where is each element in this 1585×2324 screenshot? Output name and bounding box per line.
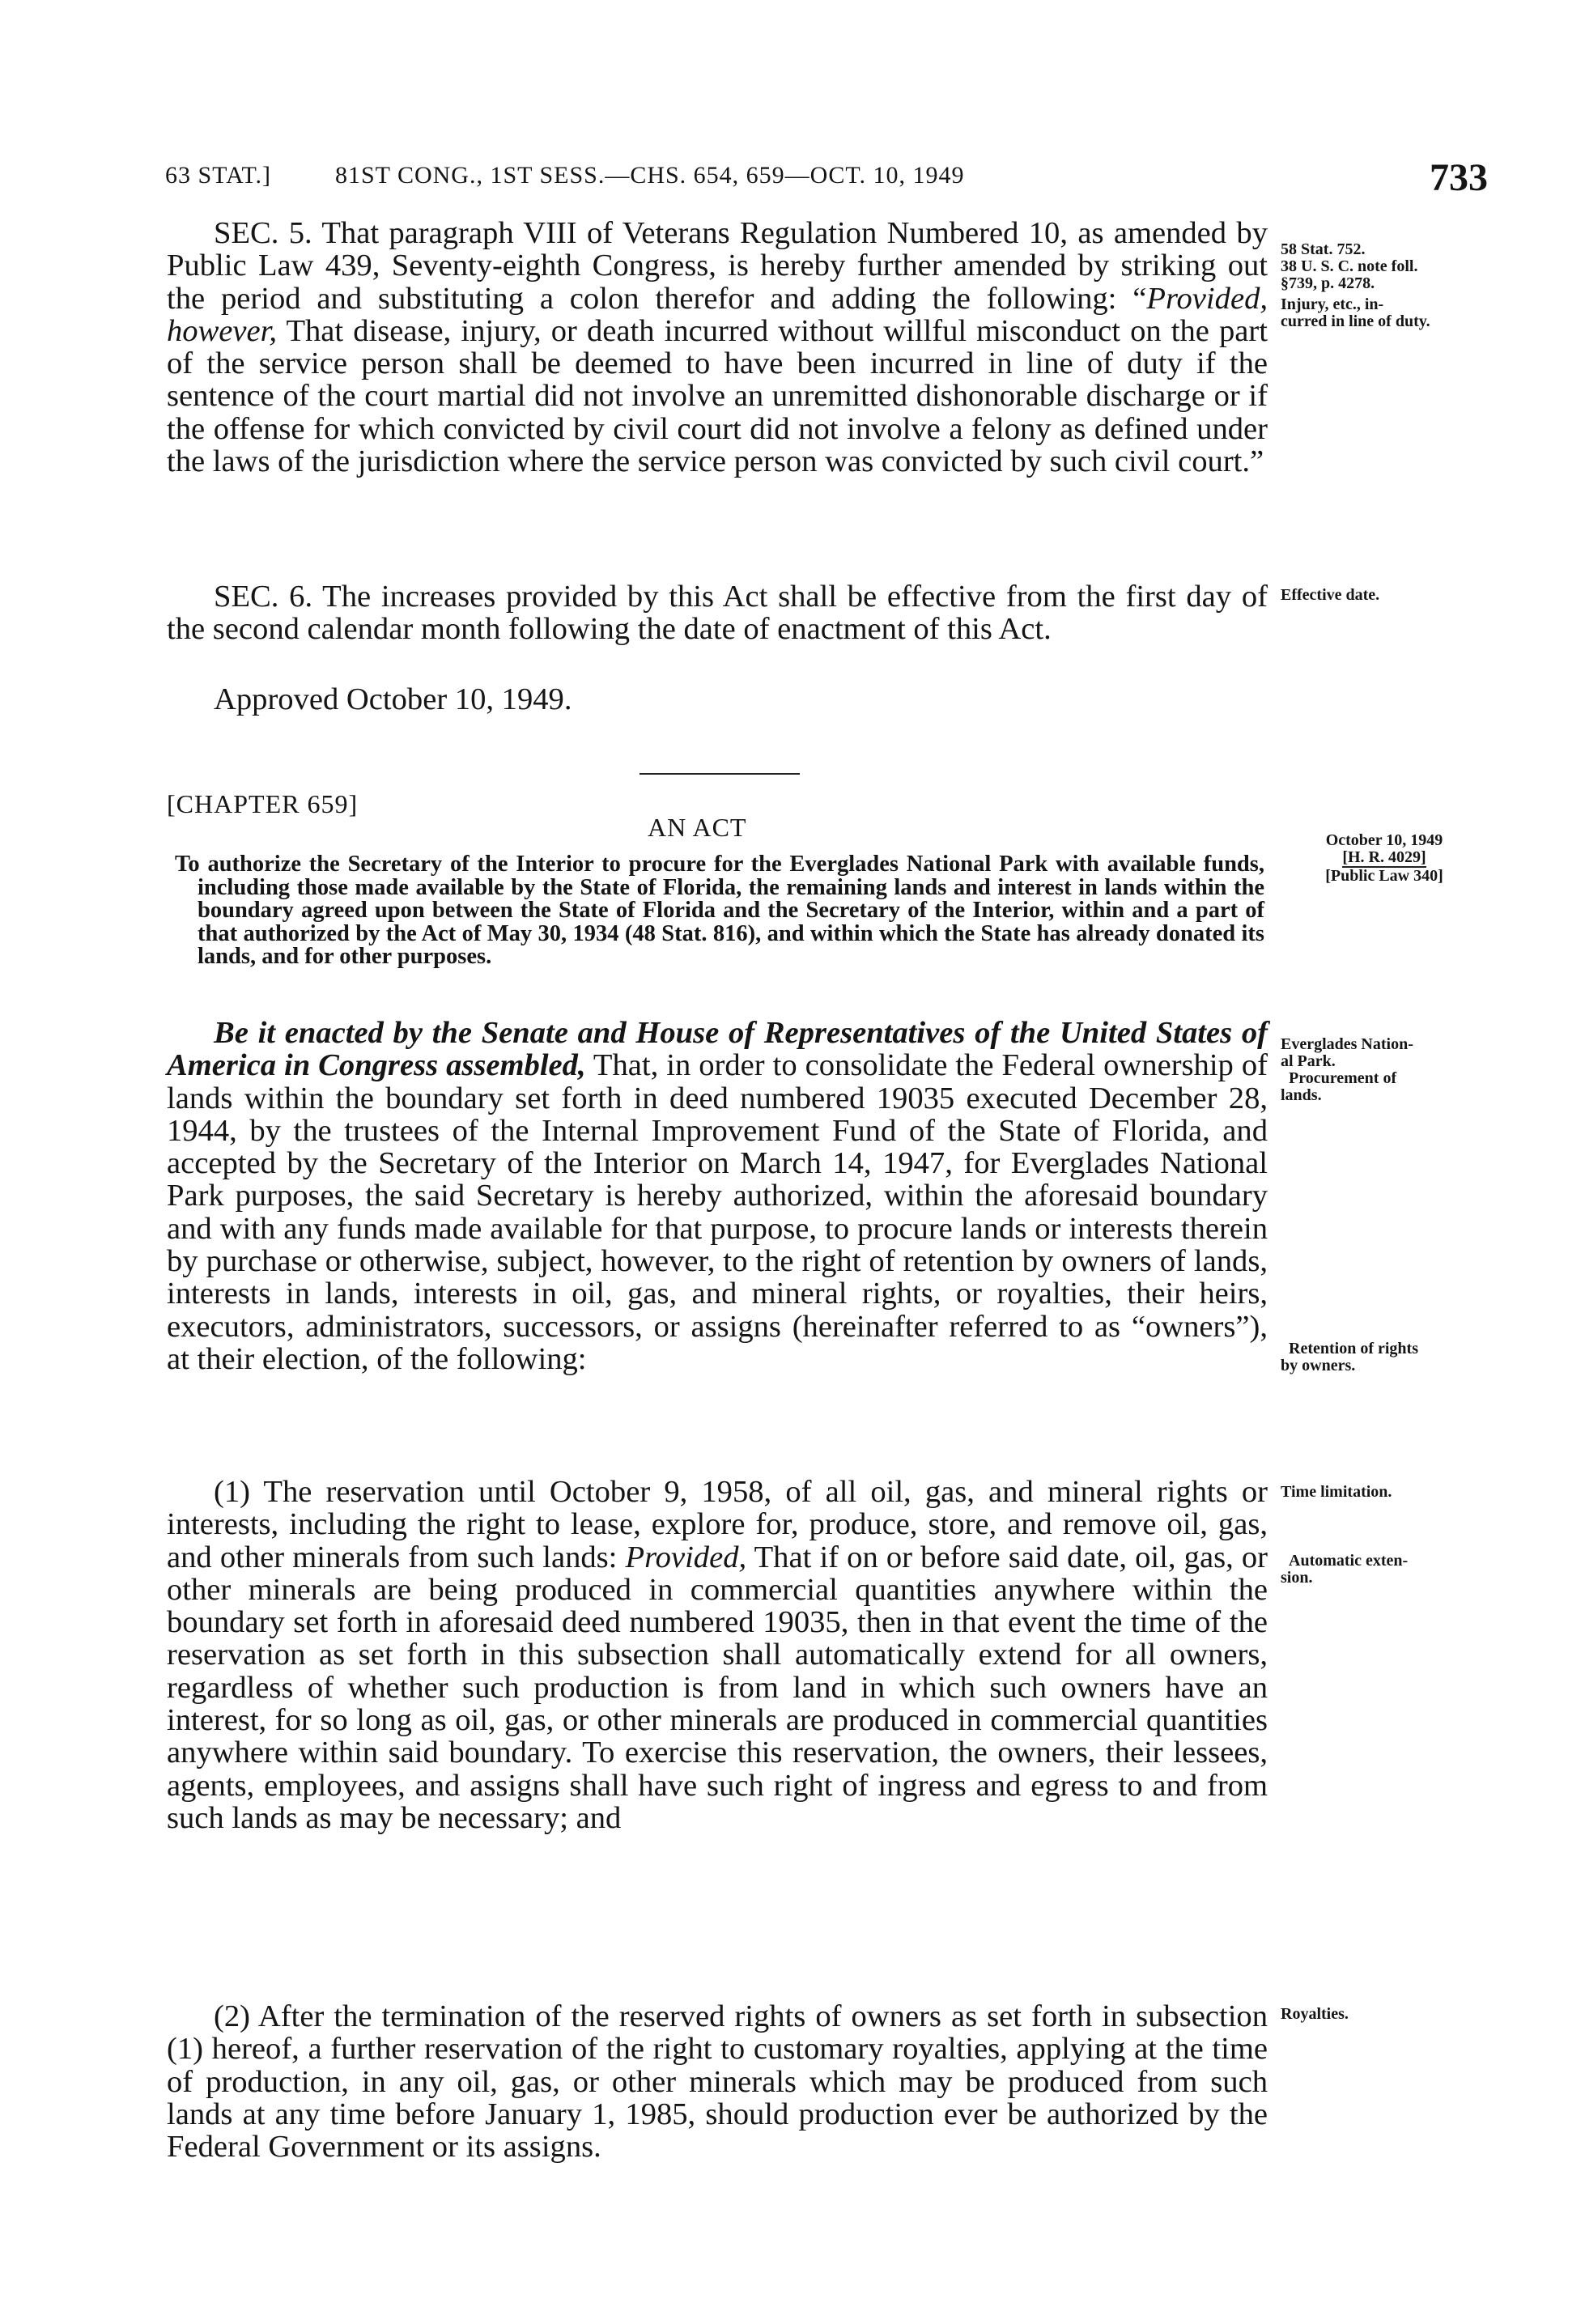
enacting-clause [167,1017,1268,1375]
session-reference: 81ST CONG., 1ST SESS.—CHS. 654, 659—OCT. 10, 1949 [335,162,965,189]
margin-note-everglades: Everglades Nation- al Park. Procurement of lands. [1281,1035,1413,1104]
chapter-heading: [CHAPTER 659] [167,789,359,818]
enacting-formula: Be it enacted by the Senate and House of Representatives of the United States of America in Congress assembled, [167,1016,1268,1083]
paragraph-1-proviso: Provided, [625,1540,747,1574]
page-number: 733 [1430,156,1488,199]
stat-reference: 63 STAT.] [165,162,272,189]
paragraph-1 [167,1476,1268,1834]
margin-note-royalties: Royalties. [1281,2005,1349,2023]
margin-note-time-limitation: Time limitation. [1281,1483,1392,1501]
section-6-text: The increases provided by this Act shall be effective from the first day of the second calendar month following the date of enactment of this Act. [167,580,1268,647]
act-heading: AN ACT [648,813,747,842]
section-5-label: SEC. 5. [214,216,312,250]
section-5-proviso: Provided, however, [167,281,1268,348]
section-5-text-after: That disease, injury, or death incurred without willful misconduct on the part of the service person shall be deemed to have been incurred in line of duty if the sentence of the court martial did not involve an unremitted dishonorable discharge or if the offense for which convicted by civil court did not involve a felony as defined under the laws of the jurisdiction where the service person was convicted by such civil court.” [167,313,1268,479]
section-6-label: SEC. 6. [214,580,313,614]
paragraph-2-text: (2) After the termination of the reserved rights of owners as set forth in subsection (1) hereof, a further reservation of the right to customary royalties, applying at the time of production, in any oil, gas, or other minerals which may be produced from such lands at any time before January 1, 1985, should production ever be authorized by the Federal Government or its assigns. [167,1999,1268,2165]
margin-note-effective-date: Effective date. [1281,586,1380,604]
section-5 [167,217,1268,478]
page-header [165,155,1488,204]
margin-note-act-info: October 10, 1949 [H. R. 4029] [Public Law 340] [1325,831,1443,885]
section-divider [640,773,800,775]
margin-note-automatic-extension: Automatic exten- sion. [1281,1552,1409,1587]
margin-note-retention: Retention of rights by owners. [1281,1340,1418,1374]
margin-note-citation: 58 Stat. 752. 38 U. S. C. note foll. §739, p. 4278. [1281,240,1418,292]
enacting-clause-text: That, in order to consolidate the Federal ownership of lands within the boundary set forth in deed numbered 19035 executed December 28, 1944, by the trustees of the Internal Improvement Fund of the State of Florida, and accepted by the Secretary of the Interior on March 14, 1947, for Everglades National Park purposes, the said Secretary is hereby authorized, within the aforesaid boundary and with any funds made available for that purpose, to procure lands or interests therein by purchase or otherwise, subject, however, to the right of retention by owners of lands, interests in lands, interests in oil, gas, and mineral rights, or royalties, their heirs, executors, administrators, successors, or assigns (hereinafter referred to as “owners”), at their election, of the following: [167,1048,1268,1376]
approval-line: Approved October 10, 1949. [214,682,572,716]
margin-note-injury: Injury, etc., in- curred in line of duty. [1281,295,1430,330]
section-6 [167,580,1268,646]
paragraph-2 [167,2000,1268,2163]
section-5-text: That paragraph VIII of Veterans Regulation Numbered 10, as amended by Public Law 439, Seventy-eighth Congress, is hereby further amended by striking out the period and substituting a colon therefor and adding the following: “ [167,216,1268,316]
act-title: To authorize the Secretary of the Interior to procure for the Everglades National Park with available funds, including those made available by the State of Florida, the remaining lands and interest in lands within the boundary agreed upon between the State of Florida and the Secretary of the Interior, within and a part of that authorized by the Act of May 30, 1934 (48 Stat. 816), and within which the State has already donated its lands, and for other purposes. [175,852,1264,970]
paragraph-1-text-after: That if on or before said date, oil, gas, or other minerals are being produced in commercial quantities anywhere within the boundary set forth in aforesaid deed numbered 19035, then in that event the time of the reservation as set forth in this subsection shall automatically extend for all owners, regardless of whether such production is from land in which such owners have an interest, for so long as oil, gas, or other minerals are produced in commercial quantities anywhere within said boundary. To exercise this reservation, the owners, their lessees, agents, employees, and assigns shall have such right of ingress and egress to and from such lands as may be necessary; and [167,1540,1268,1835]
paragraph-1-text: (1) The reservation until October 9, 1958, of all oil, gas, and mineral rights or interests, including the right to lease, explore for, produce, store, and remove oil, gas, and other minerals from such lands: [167,1475,1268,1574]
